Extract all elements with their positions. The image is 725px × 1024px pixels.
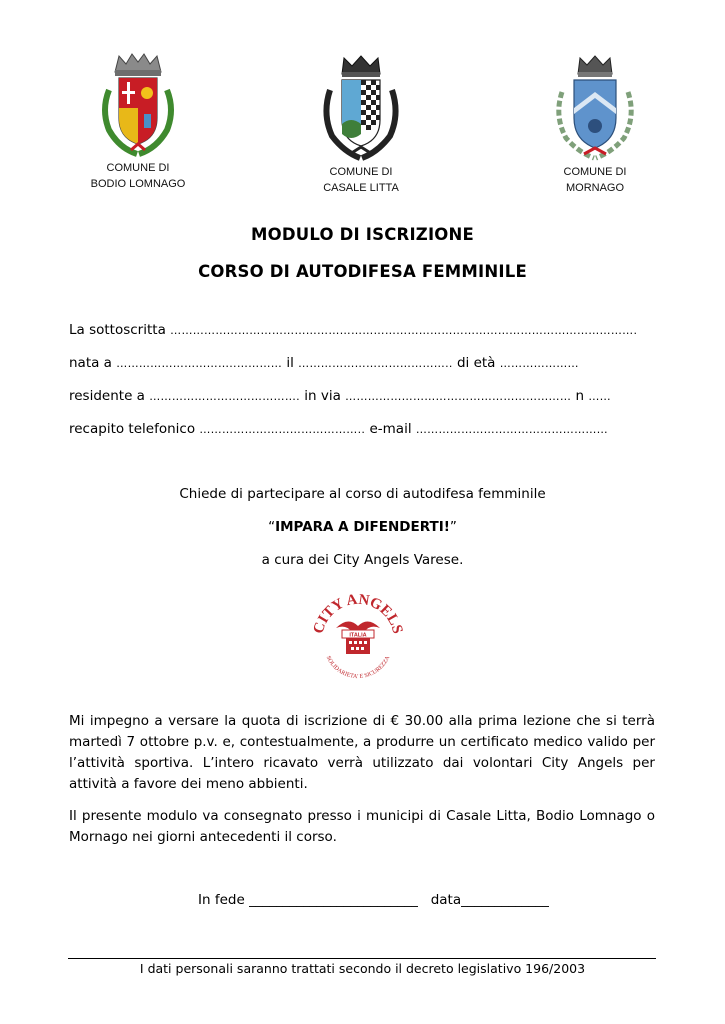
field-phone-label: recapito telefonico — [69, 421, 196, 437]
bodio-lomnago-coat-of-arms — [93, 50, 183, 160]
footer-divider — [68, 958, 656, 959]
field-residence-label: residente a — [69, 388, 145, 404]
privacy-note: I dati personali saranno trattati secondo il decreto legislativo 196/2003 — [139, 961, 586, 976]
field-birthdate-label: il — [286, 355, 294, 371]
crest-caption-line2: BODIO LOMNAGO — [90, 178, 186, 190]
city-angels-logo — [308, 588, 408, 680]
crest-caption — [78, 160, 198, 192]
field-street-label: in via — [304, 388, 341, 404]
crest-bodio-lomnago — [78, 50, 198, 192]
delivery-paragraph: Il presente modulo va consegnato presso i municipi di Casale Litta, Bodio Lomnago o Mornago nei giorni antecedenti il corso. — [69, 808, 655, 845]
field-residence-blank[interactable]: …………………………………. — [149, 390, 300, 403]
field-number-blank[interactable]: …… — [588, 390, 611, 403]
crest-caption — [535, 164, 655, 196]
quote-close: ” — [449, 519, 457, 535]
logo-bottom-text: SOLIDARIETA' E SICUREZZA — [324, 655, 392, 680]
date-blank[interactable]: _____________ — [461, 892, 549, 908]
crest-mornago — [535, 52, 655, 196]
field-phone-blank[interactable]: …………………………………….. — [199, 423, 366, 436]
event-name-line — [0, 519, 725, 535]
payment-paragraph: Mi impegno a versare la quota di iscrizione di € 30.00 alla prima lezione che si terrà martedì 7 ottobre p.v. e, contestualmente, a produrre un certificato medico valido per l’attività sportiva. L’intero ricavato verrà utilizzato dai volontari City Angels per attività a favore dei meno abbienti. — [69, 713, 655, 792]
field-number-label: n — [575, 388, 585, 404]
signature-label: In fede — [198, 892, 245, 908]
mornago-coat-of-arms — [550, 52, 640, 164]
field-birth-line — [69, 355, 659, 371]
field-email-blank[interactable]: …………………………………………… — [415, 423, 608, 436]
crest-caption-line2: CASALE LITTA — [323, 182, 399, 194]
field-birthplace-blank[interactable]: …………………………..………… — [116, 357, 283, 370]
organizer-text: a cura dei City Angels Varese. — [261, 552, 464, 568]
crest-caption-line2: MORNAGO — [565, 182, 625, 194]
field-age-label: di età — [456, 355, 496, 371]
field-email-label: e-mail — [369, 421, 412, 437]
field-birthdate-blank[interactable]: ………………………………….. — [298, 357, 453, 370]
event-name: IMPARA A DIFENDERTI! — [275, 519, 450, 535]
field-contact-line — [69, 421, 659, 437]
crest-caption-line1: COMUNE DI — [329, 166, 393, 178]
crest-caption-line1: COMUNE DI — [563, 166, 627, 178]
field-address-line — [69, 388, 659, 404]
date-label: data — [430, 892, 462, 908]
crest-caption-line1: COMUNE DI — [106, 162, 170, 174]
svg-text:SOLIDARIETA' E SICUREZZA — [325, 655, 392, 680]
request-text: Chiede di partecipare al corso di autodifesa femminile — [179, 486, 546, 502]
signature-line — [198, 892, 549, 908]
field-age-blank[interactable]: ………………… — [499, 357, 579, 370]
form-title: MODULO DI ISCRIZIONE — [250, 225, 474, 244]
course-title: CORSO DI AUTODIFESA FEMMINILE — [198, 262, 527, 281]
crest-caption — [301, 164, 421, 196]
city-angels-emblem — [308, 588, 408, 680]
field-name-label: La sottoscritta — [69, 322, 166, 338]
logo-top-text: CITY ANGELS — [310, 591, 406, 636]
field-name-blank[interactable]: ……………………………………………………………………………………………………………. — [170, 324, 638, 337]
field-name-line — [69, 322, 659, 338]
quote-open: “ — [268, 519, 276, 535]
signature-blank[interactable]: _________________________ — [249, 892, 418, 908]
casale-litta-coat-of-arms — [316, 54, 406, 164]
field-birthplace-label: nata a — [69, 355, 112, 371]
crest-casale-litta — [301, 54, 421, 196]
field-street-blank[interactable]: …………………………………………………… — [345, 390, 572, 403]
logo-banner-text: ITALIA — [349, 632, 367, 639]
